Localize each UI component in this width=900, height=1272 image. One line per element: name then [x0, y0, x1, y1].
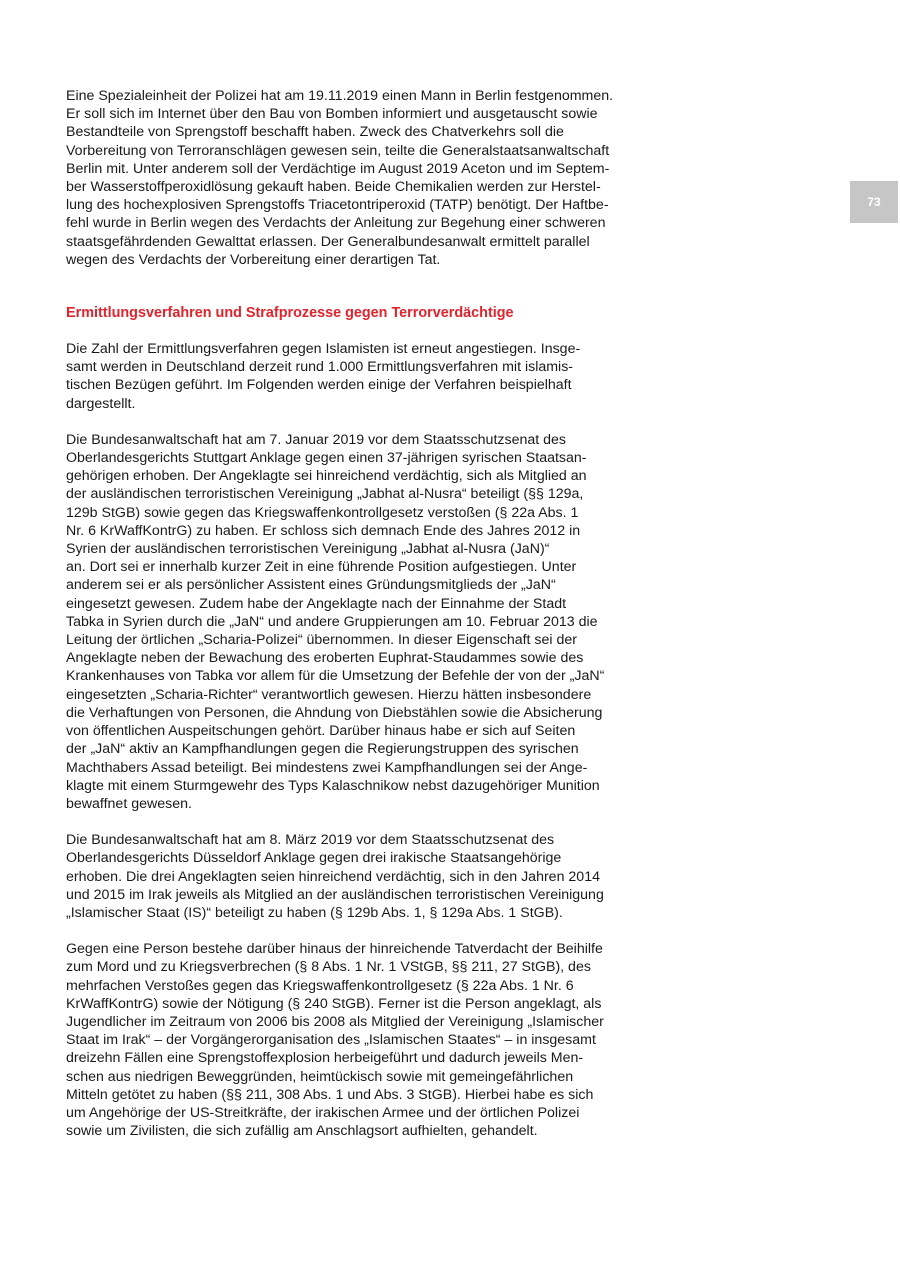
text-line: und 2015 im Irak jeweils als Mitglied an der ausländischen terroristischen Vereinigung — [66, 886, 604, 903]
text-line: die Verhaftungen von Personen, die Ahndung von Diebstählen sowie die Absicherung — [66, 704, 603, 721]
text-line: um Angehörige der US-Streitkräfte, der irakischen Armee und der örtlichen Polizei — [66, 1104, 580, 1121]
text-line: eingesetzten „Scharia-Richter“ verantwortlich gewesen. Hierzu hätten insbesondere — [66, 686, 592, 703]
paragraph-investigation-count — [66, 340, 614, 413]
text-line: Leitung der örtlichen „Scharia-Polizei“ übernommen. In dieser Eigenschaft sei der — [66, 632, 578, 649]
text-line: samt werden in Deutschland derzeit rund 1.000 Ermittlungsverfahren mit islamis- — [66, 359, 574, 376]
text-line: Mitteln getötet zu haben (§§ 211, 308 Abs. 1 und Abs. 3 StGB). Hierbei habe es sich — [66, 1086, 594, 1103]
text-line: erhoben. Die drei Angeklagten seien hinreichend verdächtig, sich in den Jahren 2014 — [66, 868, 600, 885]
text-line: KrWaffKontrG) sowie der Nötigung (§ 240 StGB). Ferner ist die Person angeklagt, als — [66, 995, 602, 1012]
text-line: Nr. 6 KrWaffKontrG) zu haben. Er schloss sich demnach Ende des Jahres 2012 in — [66, 522, 581, 539]
text-line: Tabka in Syrien durch die „JaN“ und andere Gruppierungen am 10. Februar 2013 die — [66, 613, 598, 630]
text-line: wegen des Verdachts der Vorbereitung einer derartigen Tat. — [66, 251, 441, 268]
text-line: Er soll sich im Internet über den Bau von Bomben informiert und ausgetauscht sowie — [66, 106, 598, 123]
text-line: Gegen eine Person bestehe darüber hinaus der hinreichende Tatverdacht der Beihilfe — [66, 941, 603, 958]
page-number: 73 — [867, 195, 881, 209]
page-number-tab — [850, 181, 898, 223]
text-line: „Islamischer Staat (IS)“ beteiligt zu haben (§ 129b Abs. 1, § 129a Abs. 1 StGB). — [66, 904, 563, 921]
text-line: Bestandteile von Sprengstoff beschafft haben. Zweck des Chatverkehrs soll die — [66, 124, 564, 141]
text-line: staatsgefährdenden Gewalttat erlassen. Der Generalbundesanwalt ermittelt parallel — [66, 233, 590, 250]
text-line: eingesetzt gewesen. Zudem habe der Angeklagte nach der Einnahme der Stadt — [66, 595, 567, 612]
text-line: Oberlandesgerichts Stuttgart Anklage gegen einen 37-jährigen syrischen Staatsan- — [66, 450, 587, 467]
text-line: sowie um Zivilisten, die sich zufällig am Anschlagsort aufhielten, gehandelt. — [66, 1123, 538, 1140]
text-line: von öffentlichen Auspeitschungen gehört. Darüber hinaus habe er sich auf Seiten — [66, 723, 576, 740]
text-line: dreizehn Fällen eine Sprengstoffexplosion herbeigeführt und dadurch jeweils Men- — [66, 1050, 584, 1067]
text-line: tischen Bezügen geführt. Im Folgenden werden einige der Verfahren beispielhaft — [66, 377, 572, 394]
text-line: gehörigen erhoben. Der Angeklagte sei hinreichend verdächtig, sich als Mitglied an — [66, 468, 587, 485]
text-line: ber Wasserstoffperoxidlösung gekauft haben. Beide Chemikalien werden zur Herstel- — [66, 179, 601, 196]
text-line: an. Dort sei er innerhalb kurzer Zeit in eine führende Position aufgestiegen. Unter — [66, 559, 577, 576]
paragraph-additional-charges — [66, 940, 614, 1140]
text-line: klagte mit einem Sturmgewehr des Typs Kalaschnikow nebst dazugehöriger Munition — [66, 777, 600, 794]
text-line: schen aus niedrigen Beweggründen, heimtückisch sowie mit gemeingefährlichen — [66, 1068, 574, 1085]
text-line: Vorbereitung von Terroranschlägen gewesen sein, teilte die Generalstaatsanwaltschaft — [66, 142, 610, 159]
text-line: Die Bundesanwaltschaft hat am 7. Januar 2019 vor dem Staatsschutzsenat des — [66, 431, 567, 448]
text-line: 129b StGB) sowie gegen das Kriegswaffenkontrollgesetz verstoßen (§ 22a Abs. 1 — [66, 504, 579, 521]
text-line: zum Mord und zu Kriegsverbrechen (§ 8 Abs. 1 Nr. 1 VStGB, §§ 211, 27 StGB), des — [66, 959, 591, 976]
text-line: Eine Spezialeinheit der Polizei hat am 19.11.2019 einen Mann in Berlin festgenommen. — [66, 88, 614, 104]
paragraph-stuttgart-indictment — [66, 431, 614, 813]
text-line: Die Zahl der Ermittlungsverfahren gegen Islamisten ist erneut angestiegen. Insge- — [66, 341, 581, 358]
text-line: dargestellt. — [66, 395, 136, 412]
text-line: lung des hochexplosiven Sprengstoffs Triacetontriperoxid (TATP) benötigt. Der Haftbe- — [66, 197, 609, 214]
text-line: Jugendlicher im Zeitraum von 2006 bis 2008 als Mitglied der Vereinigung „Islamischer — [66, 1013, 604, 1030]
text-line: Oberlandesgerichts Düsseldorf Anklage gegen drei irakische Staatsangehörige — [66, 850, 562, 867]
text-line: bewaffnet gewesen. — [66, 795, 192, 812]
text-line: mehrfachen Verstoßes gegen das Kriegswaffenkontrollgesetz (§ 22a Abs. 1 Nr. 6 — [66, 977, 574, 994]
text-line: anderem sei er als persönlicher Assistent eines Gründungsmitglieds der „JaN“ — [66, 577, 556, 594]
text-line: Krankenhauses von Tabka vor allem für die Umsetzung der Befehle der von der „JaN“ — [66, 668, 605, 685]
paragraph-duesseldorf-indictment — [66, 831, 614, 922]
paragraph-arrest-berlin — [66, 87, 614, 269]
text-line: Berlin mit. Unter anderem soll der Verdächtige im August 2019 Aceton und im Septem- — [66, 160, 610, 177]
text-line: fehl wurde in Berlin wegen des Verdachts der Anleitung zur Begehung einer schweren — [66, 215, 606, 232]
text-line: Die Bundesanwaltschaft hat am 8. März 2019 vor dem Staatsschutzsenat des — [66, 832, 555, 849]
document-body — [66, 87, 614, 1158]
text-line: Staat im Irak“ – der Vorgängerorganisation des „Islamischen Staates“ – in insgesamt — [66, 1032, 596, 1049]
text-line: der ausländischen terroristischen Vereinigung „Jabhat al-Nusra“ beteiligt (§§ 129a, — [66, 486, 584, 503]
text-line: der „JaN“ aktiv an Kampfhandlungen gegen die Regierungstruppen des syrischen — [66, 741, 579, 758]
text-line: Syrien der ausländischen terroristischen Vereinigung „Jabhat al-Nusra (JaN)“ — [66, 541, 550, 558]
text-line: Angeklagte neben der Bewachung des eroberten Euphrat-Staudammes sowie des — [66, 650, 584, 667]
section-heading: Ermittlungsverfahren und Strafprozesse gegen Terrorverdächtige — [66, 305, 514, 322]
text-line: Machthabers Assad beteiligt. Bei mindestens zwei Kampfhandlungen sei der Ange- — [66, 759, 588, 776]
